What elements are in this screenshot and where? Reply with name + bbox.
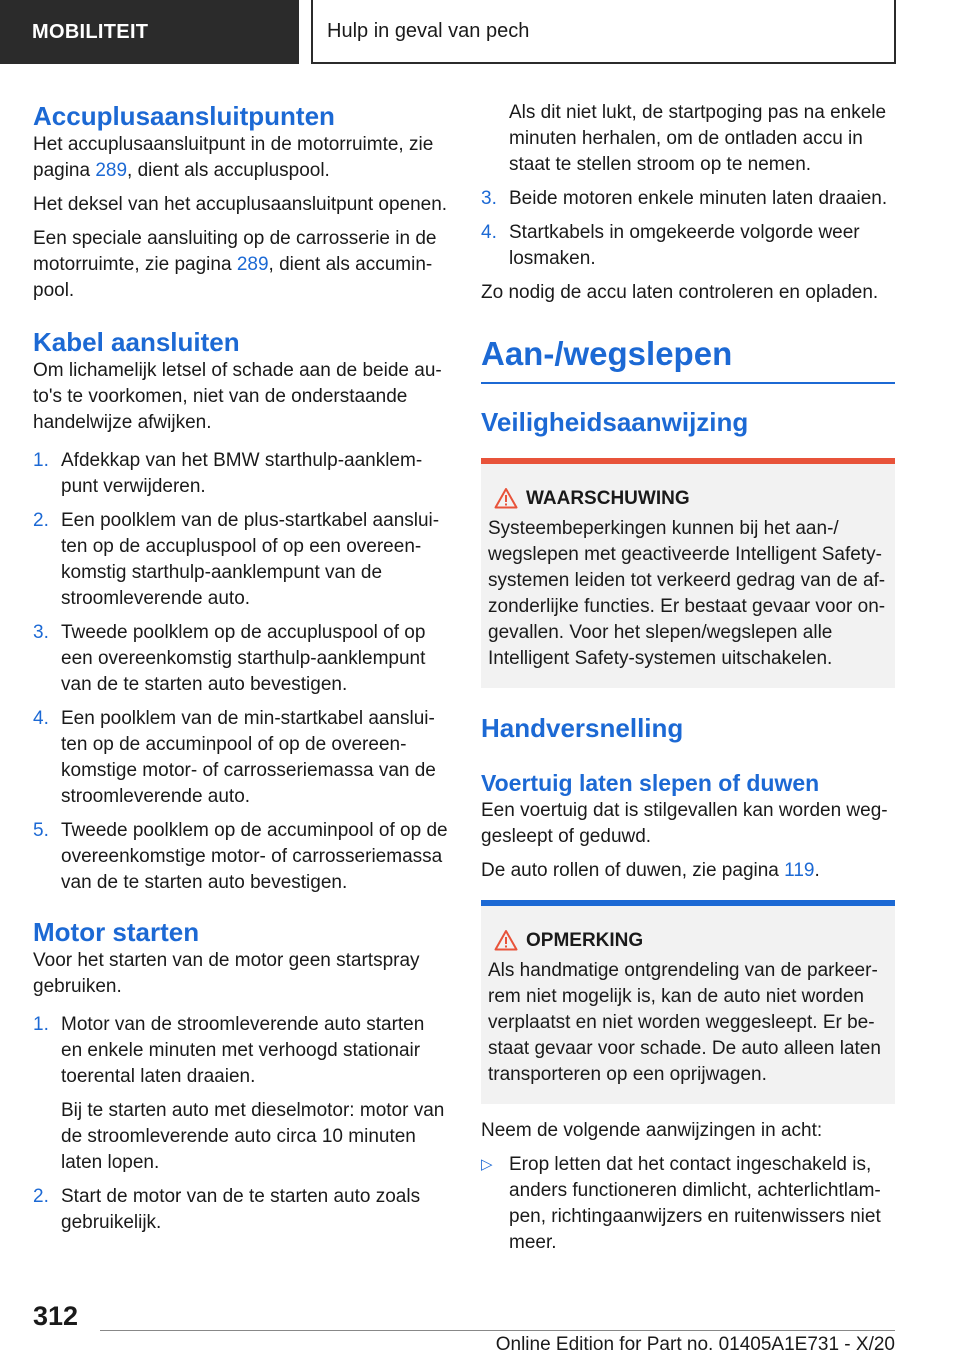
heading-voertuig-laten-slepen: Voertuig laten slepen of duwen [481,770,820,796]
paragraph: Neem de volgende aanwijzingen in acht: [481,1120,823,1141]
sub-paragraph: Bij te starten auto met dieselmotor: motor van de stroomleverende auto circa 10 minuten laten lopen. [61,1100,445,1173]
warning-triangle-icon [494,929,518,951]
step-number: 2. [33,1186,49,1207]
paragraph: Zo nodig de accu laten controleren en opladen. [481,282,879,303]
paragraph: De auto rollen of duwen, zie pagina 119. [481,860,820,881]
step-number: 3. [33,622,49,643]
paragraph: Voor het starten van de motor geen startspray gebruiken. [33,950,420,997]
left-column [33,100,448,1244]
list-item: 1. Afdekkap van het BMW starthulp-aanklempunt verwijderen. [33,450,423,497]
note-title: OPMERKING [488,928,887,954]
list-item: 4. Een poolklem van de min-startkabel aansluiten op de accuminpool of op de overeenkomstige motor- of carrosseriemassa van de stroomleverende auto. [33,708,436,807]
steps-list [33,448,448,896]
bullet-list [481,1152,895,1256]
list-item: ▷ Erop letten dat het contact ingeschakeld is, anders functioneren dimlicht, achterlichtlampen, richtingaanwijzers en ruitenwissers niet meer. [481,1154,881,1253]
list-item: 1. Motor van de stroomleverende auto starten en enkele minuten met verhoogd stationair toerental laten draaien. Bij te starten auto met dieselmotor: motor van de stroomleverende auto circa 10 minuten laten lopen. [33,1012,448,1176]
heading-kabel-aansluiten: Kabel aansluiten [33,327,240,357]
list-item: 4. Startkabels in omgekeerde volgorde weer losmaken. [481,222,860,269]
footer-edition: Online Edition for Part no. 01405A1E731 - X/20 [495,1334,895,1355]
heading-veiligheidsaanwijzing: Veiligheidsaanwijzing [481,407,749,437]
step-number: 1. [33,450,49,471]
page-header [0,0,960,66]
chapter-title: Hulp in geval van pech [311,0,896,64]
step-number: 4. [481,222,497,243]
right-column [481,100,895,1264]
list-item: 3. Tweede poolklem op de accupluspool of op een overeenkomstig starthulp-aanklempunt van de te starten auto bevestigen. [33,622,426,695]
paragraph: Een voertuig dat is stilgevallen kan worden weggesleept of geduwd. [481,800,888,847]
page-link[interactable]: 119 [784,860,815,881]
paragraph: Om lichamelijk letsel of schade aan de beide auto's te voorkomen, niet van de onderstaande handelwijze afwijken. [33,360,442,433]
note-box [481,900,895,1104]
step-number: 1. [33,1014,49,1035]
warning-triangle-icon [494,487,518,509]
heading-accuplusaansluitpunten: Accuplusaansluitpunten [33,101,335,131]
note-text: Als handmatige ontgrendeling van de parkeerrem niet mogelijk is, kan de auto niet worden verplaatst en niet worden weggesleept. Er bestaat gevaar voor schade. De auto alleen laten transporteren op een oprijwagen. [488,960,881,1085]
page-link[interactable]: 289 [236,254,269,275]
list-item: 5. Tweede poolklem op de accuminpool of op de overeenkomstige motor- of carrosseriemassa van de te starten auto bevestigen. [33,820,448,893]
continued-paragraph: Als dit niet lukt, de startpoging pas na enkele minuten herhalen, om de ontladen accu in staat te stellen stroom op te nemen. [509,102,887,175]
section-tab: MOBILITEIT [0,0,299,64]
heading-handversnelling: Handversnelling [481,713,684,743]
paragraph: Een speciale aansluiting op de carrosserie in de motorruimte, zie pagina 289, dient als accuminpool. [33,228,437,301]
step-number: 2. [33,510,49,531]
list-item: 3. Beide motoren enkele minuten laten draaien. [481,186,895,212]
warning-title: WAARSCHUWING [488,486,887,512]
list-item: 2. Start de motor van de te starten auto zoals gebruikelijk. [33,1186,421,1233]
step-number: 3. [481,188,497,209]
steps-list [33,1012,448,1236]
paragraph: Het accuplusaansluitpunt in de motorruimte, zie pagina 289, dient als accupluspool. [33,134,434,181]
step-number: 5. [33,820,49,841]
heading-aan-wegslepen: Aan-/wegslepen [481,334,895,384]
paragraph: Het deksel van het accuplusaansluitpunt openen. [33,194,448,215]
warning-box [481,458,895,688]
heading-motor-starten: Motor starten [33,917,200,947]
steps-list [481,186,895,272]
list-item: 2. Een poolklem van de plus-startkabel aansluiten op de accupluspool of op een overeenkomstig starthulp-aanklempunt van de stroomleverende auto. [33,510,440,609]
triangle-bullet-icon: ▷ [481,1156,493,1173]
page-link[interactable]: 289 [95,160,128,181]
page-number: 312 [33,1301,79,1331]
step-number: 4. [33,708,49,729]
warning-text: Systeembeperkingen kunnen bij het aan-/ wegslepen met geactiveerde Intelligent Safety-systemen leiden tot verkeerd gedrag van de afzonderlijke functies. Er bestaat gevaar voor ongevallen. Voor het slepen/wegslepen alle Intelligent Safety-systemen uitschakelen. [488,518,886,669]
footer-divider [100,1330,895,1331]
